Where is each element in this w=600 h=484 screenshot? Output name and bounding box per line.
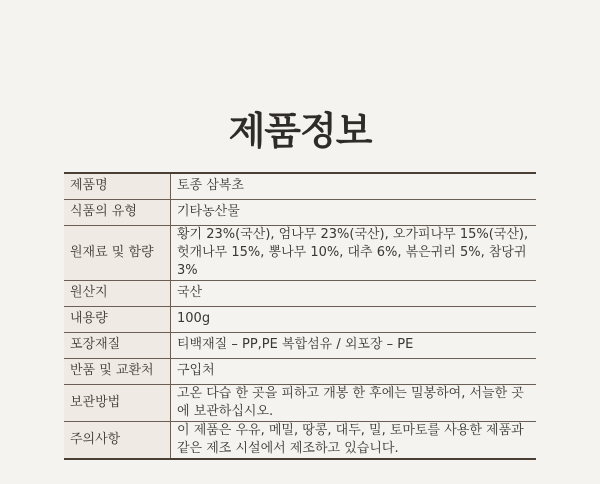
row-label: 내용량 [64, 306, 171, 332]
table-row [64, 421, 536, 459]
row-value: 기타농산물 [171, 199, 537, 225]
table-row [64, 199, 536, 225]
row-value: 국산 [171, 280, 537, 306]
table-row [64, 173, 536, 199]
row-value: 100g [171, 306, 537, 332]
table-row [64, 358, 536, 384]
row-value: 이 제품은 우유, 메밀, 땅콩, 대두, 밀, 토마토를 사용한 제품과 같은 제조 시설에서 제조하고 있습니다. [171, 421, 537, 459]
table-row [64, 306, 536, 332]
row-label: 보관방법 [64, 384, 171, 421]
product-info-table [64, 172, 536, 460]
row-value: 황기 23%(국산), 엄나무 23%(국산), 오가피나무 15%(국산), 헛개나무 15%, 뽕나무 10%, 대추 6%, 볶은귀리 5%, 참당귀 3% [171, 225, 537, 280]
row-label: 식품의 유형 [64, 199, 171, 225]
row-label: 원재료 및 함량 [64, 225, 171, 280]
page-title: 제품정보 [228, 109, 372, 153]
table-row [64, 384, 536, 421]
table-row [64, 332, 536, 358]
row-label: 제품명 [64, 173, 171, 199]
row-value: 토종 삼복초 [171, 173, 537, 199]
row-value: 구입처 [171, 358, 537, 384]
table-row [64, 280, 536, 306]
row-label: 원산지 [64, 280, 171, 306]
row-label: 주의사항 [64, 421, 171, 459]
row-value: 티백재질 – PP,PE 복합섬유 / 외포장 – PE [171, 332, 537, 358]
row-label: 포장재질 [64, 332, 171, 358]
table-row [64, 225, 536, 280]
row-value: 고온 다습 한 곳을 피하고 개봉 한 후에는 밀봉하여, 서늘한 곳에 보관하십시오. [171, 384, 537, 421]
row-label: 반품 및 교환처 [64, 358, 171, 384]
